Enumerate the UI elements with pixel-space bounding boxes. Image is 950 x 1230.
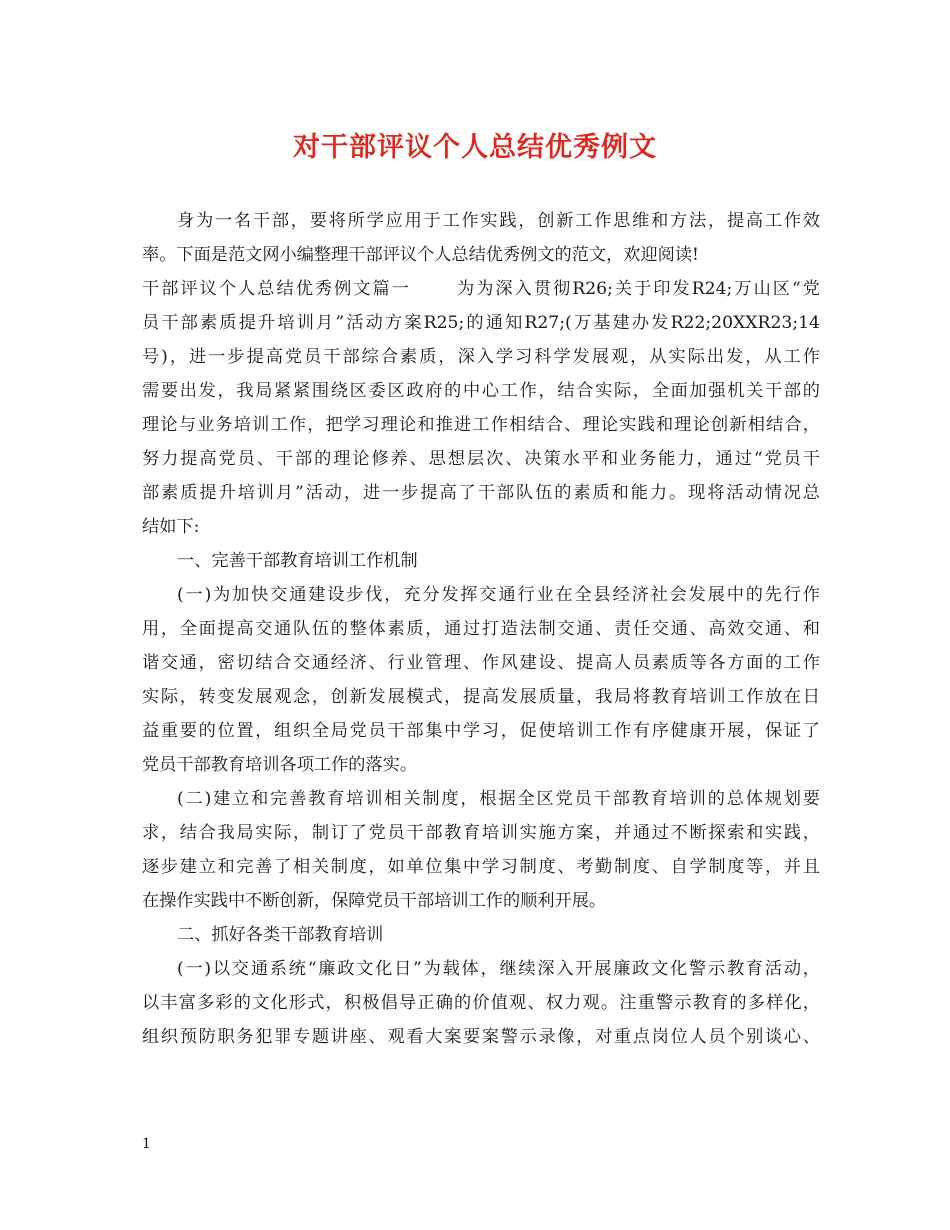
paragraph-line: (一)以交通系统“廉政文化日”为载体，继续深入开展廉政文化警示教育活动， (177, 959, 820, 979)
section-heading: 干部评议个人总结优秀例文篇一 (142, 279, 411, 299)
paragraph-line: 结如下: (142, 517, 200, 537)
paragraph-line: 身为一名干部，要将所学应用于工作实践，创新工作思维和方法，提高工作效 (177, 211, 820, 231)
paragraph-line: 努力提高党员、干部的理论修养、思想层次、决策水平和业务能力，通过“党员干 (142, 449, 820, 469)
paragraph-line: 用，全面提高交通队伍的整体素质，通过打造法制交通、责任交通、高效交通、和 (142, 619, 820, 639)
paragraph-line: 需要出发，我局紧紧围绕区委区政府的中心工作，结合实际，全面加强机关干部的 (142, 381, 820, 401)
paragraph-line: 员干部素质提升培训月”活动方案R25;的通知R27;(万基建办发R22;20XXR23;14 (142, 313, 820, 333)
document-body (142, 204, 820, 1054)
paragraph-text: 为为深入贯彻R26;关于印发R24;万山区“党 (454, 279, 820, 299)
paragraph-line (142, 272, 820, 306)
paragraph-line: (一)为加快交通建设步伐，充分发挥交通行业在全县经济社会发展中的先行作 (177, 585, 820, 605)
paragraph-line: 部素质提升培训月”活动，进一步提高了干部队伍的素质和能力。现将活动情况总 (142, 483, 820, 503)
section-heading: 一、完善干部教育培训工作机制 (177, 551, 418, 571)
paragraph-line: (二)建立和完善教育培训相关制度，根据全区党员干部教育培训的总体规划要 (177, 789, 820, 809)
paragraph-line: 理论与业务培训工作，把学习理论和推进工作相结合、理论实践和理论创新相结合， (142, 415, 820, 435)
page-number: 1 (142, 1136, 151, 1152)
paragraph-line: 逐步建立和完善了相关制度，如单位集中学习制度、考勤制度、自学制度等，并且 (142, 857, 820, 877)
paragraph-line: 党员干部教育培训各项工作的落实。 (142, 755, 418, 775)
paragraph-line: 谐交通，密切结合交通经济、行业管理、作风建设、提高人员素质等各方面的工作 (142, 653, 820, 673)
paragraph-line: 益重要的位置，组织全局党员干部集中学习，促使培训工作有序健康开展，保证了 (142, 721, 820, 741)
paragraph-line: 号)，进一步提高党员干部综合素质，深入学习科学发展观，从实际出发，从工作 (142, 347, 820, 367)
paragraph-line: 率。下面是范文网小编整理干部评议个人总结优秀例文的范文，欢迎阅读! (142, 245, 699, 265)
section-heading: 二、抓好各类干部教育培训 (177, 925, 384, 945)
paragraph-line: 以丰富多彩的文化形式，积极倡导正确的价值观、权力观。注重警示教育的多样化， (142, 993, 820, 1013)
page-title: 对干部评议个人总结优秀例文 (293, 132, 657, 163)
paragraph-line: 实际，转变发展观念，创新发展模式，提高发展质量，我局将教育培训工作放在日 (142, 687, 820, 707)
paragraph-line: 在操作实践中不断创新，保障党员干部培训工作的顺利开展。 (142, 891, 607, 911)
paragraph-line: 求，结合我局实际，制订了党员干部教育培训实施方案，并通过不断探索和实践， (142, 823, 820, 843)
paragraph-line: 组织预防职务犯罪专题讲座、观看大案要案警示录像，对重点岗位人员个别谈心、 (142, 1027, 820, 1047)
